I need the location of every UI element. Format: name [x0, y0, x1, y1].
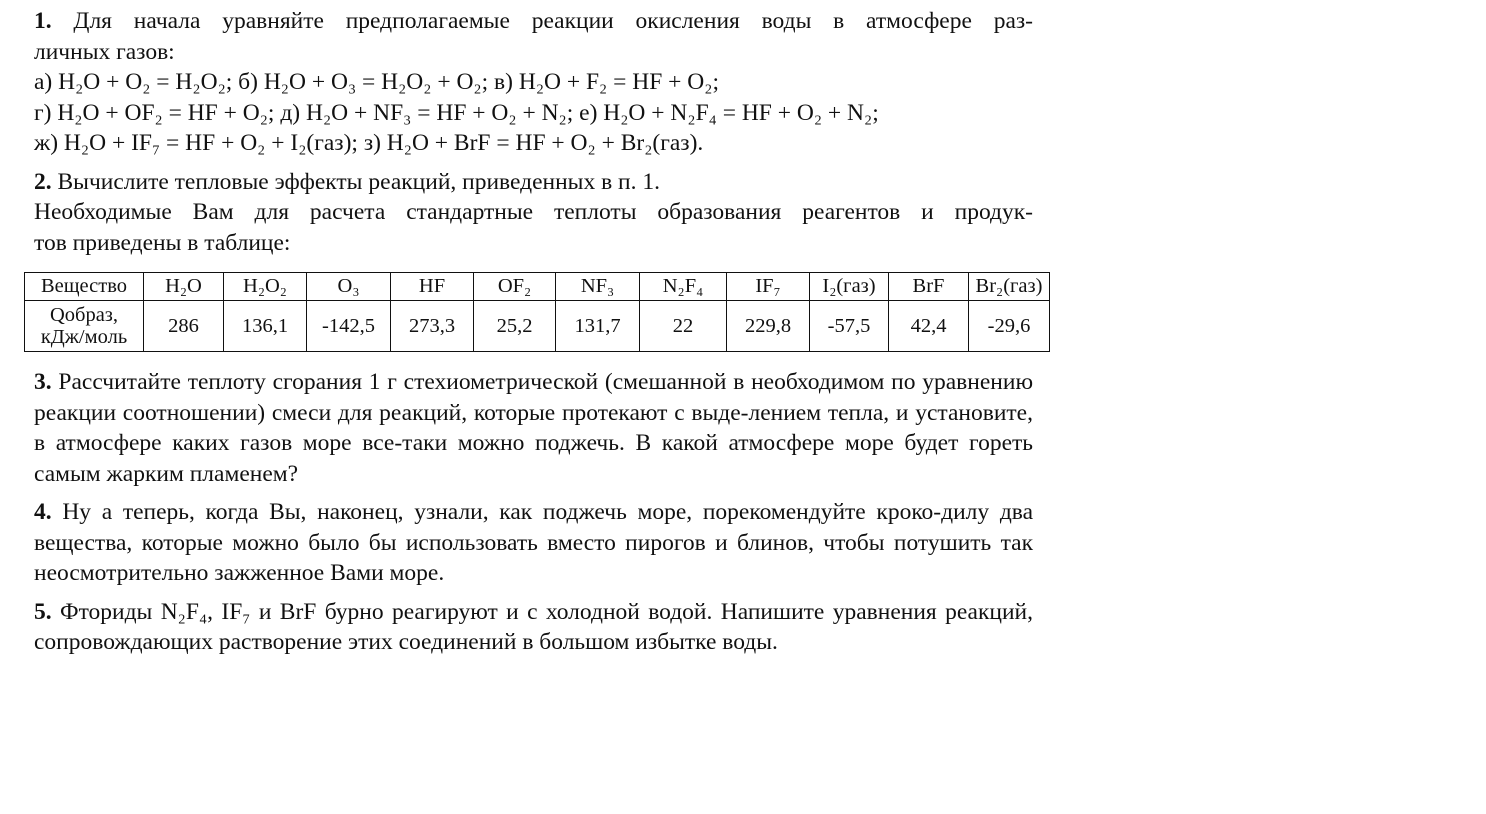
- table-header-cell: H₂O₂: [224, 273, 307, 301]
- table-value-cell: 42,4: [889, 301, 969, 352]
- table-header-cell: OF₂: [474, 273, 556, 301]
- document: [34, 6, 1033, 258]
- question-2-number: 2.: [34, 168, 52, 195]
- reaction-v: в) H₂O + F₂ = HF + O₂;: [494, 69, 719, 95]
- question-4-number: 4.: [34, 499, 52, 525]
- question-2-line-3: тов приведены в таблице:: [34, 229, 291, 256]
- formation-heat-table: [24, 272, 1050, 352]
- reaction-d: д) H₂O + NF₃ = HF + O₂ + N₂;: [280, 99, 574, 126]
- table-header-cell: IF₇: [727, 273, 810, 301]
- table-value-cell: 25,2: [474, 301, 556, 352]
- question-3: [34, 367, 1033, 489]
- question-3-text: Рассчитайте теплоту сгорания 1 г стехиометрической (смешанной в необходимом по уравнению реакции соотношении) смеси для реакций, которые протекают с выде-лением тепла, и установите, в атмосфере каких газов море все-таки можно поджечь. В какой атмосфере море будет гореть самым жарким пламенем?: [34, 369, 1033, 487]
- document-lower: [34, 367, 1033, 658]
- question-2-line-2: Необходимые Вам для расчета стандартные теплоты образования реагентов и продук-: [34, 199, 1033, 225]
- table-header-cell: N₂F₄: [640, 273, 727, 301]
- reaction-a: а) H₂O + O₂ = H₂O₂;: [34, 69, 233, 95]
- table-header-cell: BrF: [889, 273, 969, 301]
- question-2: [34, 167, 1033, 259]
- question-1: [34, 6, 1033, 159]
- table-value-cell: 286: [144, 301, 224, 352]
- table-header-cell: Br₂(газ): [969, 273, 1050, 301]
- table-header-row: [25, 273, 1050, 301]
- table-value-label: Qобраз, кДж/моль: [25, 301, 144, 352]
- reaction-zh: ж) H₂O + IF₇ = HF + O₂ + I₂(газ);: [34, 130, 358, 156]
- table-header-cell: I₂(газ): [810, 273, 889, 301]
- reactions-line-1: [34, 67, 1033, 98]
- table-value-cell: 136,1: [224, 301, 307, 352]
- reaction-e: е) H₂O + N₂F₄ = HF + O₂ + N₂;: [579, 99, 879, 126]
- table-value-cell: -142,5: [307, 301, 391, 352]
- question-3-number: 3.: [34, 369, 52, 395]
- table-header-cell: NF₃: [556, 273, 640, 301]
- table-header-cell: O₃: [307, 273, 391, 301]
- table-row-label: Вещество: [25, 273, 144, 301]
- table-value-cell: 131,7: [556, 301, 640, 352]
- question-4-text: Ну а теперь, когда Вы, наконец, узнали, как поджечь море, порекомендуйте кроко-дилу два вещества, которые можно было бы использовать вместо пирогов и блинов, чтобы потушить так неосмотрительно зажженное Вами море.: [34, 499, 1033, 586]
- reactions-line-2: [34, 98, 1033, 129]
- table-value-cell: 22: [640, 301, 727, 352]
- reaction-g: г) H₂O + OF₂ = HF + O₂;: [34, 99, 275, 126]
- reaction-b: б) H₂O + O₃ = H₂O₂ + O₂;: [238, 69, 489, 95]
- table-value-cell: -57,5: [810, 301, 889, 352]
- reactions-line-3: [34, 128, 1033, 159]
- table-value-cell: -29,6: [969, 301, 1050, 352]
- table-values-row: [25, 301, 1050, 352]
- question-2-line-1: 2. Вычислите тепловые эффекты реакций, приведенных в п. 1.: [34, 168, 660, 195]
- question-1-line-1: 1. Для начала уравняйте предполагаемые реакции окисления воды в атмосфере раз-: [34, 8, 1033, 34]
- table-value-cell: 229,8: [727, 301, 810, 352]
- reaction-z: з) H₂O + BrF = HF + O₂ + Br₂(газ).: [363, 130, 704, 156]
- question-5-text: Фториды N₂F₄, IF₇ и BrF бурно реагируют и с холодной водой. Напишите уравнения реакций, сопровождающих растворение этих соединений в большом избытке воды.: [34, 598, 1034, 655]
- question-1-line-2: личных газов:: [34, 38, 175, 65]
- table-header-cell: H₂O: [144, 273, 224, 301]
- table-value-cell: 273,3: [391, 301, 474, 352]
- question-5: [34, 597, 1033, 658]
- question-5-number: 5.: [34, 598, 52, 625]
- question-4: [34, 497, 1033, 589]
- table-header-cell: HF: [391, 273, 474, 301]
- question-1-number: 1.: [34, 8, 52, 34]
